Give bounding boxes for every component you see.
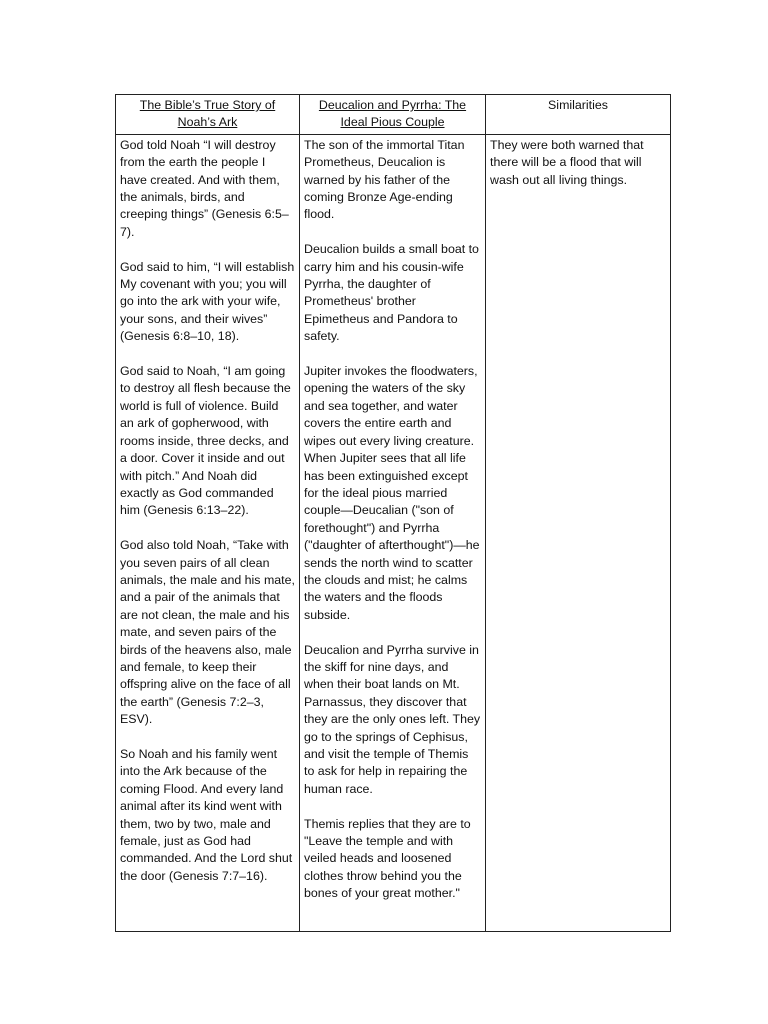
noah-paragraph: God said to Noah, “I am going to destroy all flesh because the world is full of violence. Build an ark of gopherwood, with rooms inside, three decks, and a door. Cover it inside and out with pitch.” And Noah did exactly as God commanded him (Genesis 6:13–22). <box>120 364 291 518</box>
header-deucalion-pyrrha: Deucalion and Pyrrha: The Ideal Pious Couple <box>300 95 486 135</box>
deucalion-paragraph: Jupiter invokes the floodwaters, opening the waters of the sky and sea together, and water covers the entire earth and wipes out every living creature. When Jupiter sees that all life has been extinguished except for the ideal pious married couple—Deucalian ("son of forethought") and Pyrrha ("daughter of afterthought")—he sends the north wind to scatter the clouds and mist; he calms the waters and the floods subside. <box>304 364 480 622</box>
similarities-column-cell <box>486 134 671 931</box>
header-noahs-ark: The Bible’s True Story of Noah’s Ark <box>116 95 300 135</box>
noah-paragraph: God said to him, “I will establish My covenant with you; you will go into the ark with your wife, your sons, and their wives” (Genesis 6:8–10, 18). <box>120 259 295 344</box>
header-row <box>116 95 671 135</box>
comparison-table <box>115 94 671 932</box>
deucalion-paragraph: The son of the immortal Titan Prometheus, Deucalion is warned by his father of the coming Bronze Age-ending flood. <box>304 137 465 222</box>
noah-paragraph: So Noah and his family went into the Ark because of the coming Flood. And every land animal after its kind went with them, two by two, male and female, just as God had commanded. And the Lord shut the door (Genesis 7:7–16). <box>120 746 293 883</box>
deucalion-paragraph: Themis replies that they are to "Leave the temple and with veiled heads and loosened clothes throw behind you the bones of your great mother." <box>304 816 471 901</box>
noah-paragraph: God also told Noah, “Take with you seven pairs of all clean animals, the male and his mate, and a pair of the animals that are not clean, the male and his mate, and seven pairs of the birds of the heavens also, male and female, to keep their offspring alive on the face of all the earth” (Genesis 7:2–3, ESV). <box>120 538 295 727</box>
body-row <box>116 134 671 931</box>
similarity-paragraph: They were both warned that there will be a flood that will wash out all living things. <box>490 137 644 187</box>
deucalion-paragraph: Deucalion and Pyrrha survive in the skiff for nine days, and when their boat lands on Mt. Parnassus, they discover that they are the only ones left. They go to the springs of Cephisus, and visit the temple of Themis to ask for help in repairing the human race. <box>304 642 481 796</box>
header-similarities: Similarities <box>486 95 671 135</box>
deucalion-column-cell <box>300 134 486 931</box>
noah-paragraph: God told Noah “I will destroy from the earth the people I have created. And with them, the animals, birds, and creeping things” (Genesis 6:5–7). <box>120 137 289 239</box>
deucalion-paragraph: Deucalion builds a small boat to carry him and his cousin-wife Pyrrha, the daughter of Prometheus' brother Epimetheus and Pandora to safety. <box>304 242 479 344</box>
noah-column-cell <box>116 134 300 931</box>
